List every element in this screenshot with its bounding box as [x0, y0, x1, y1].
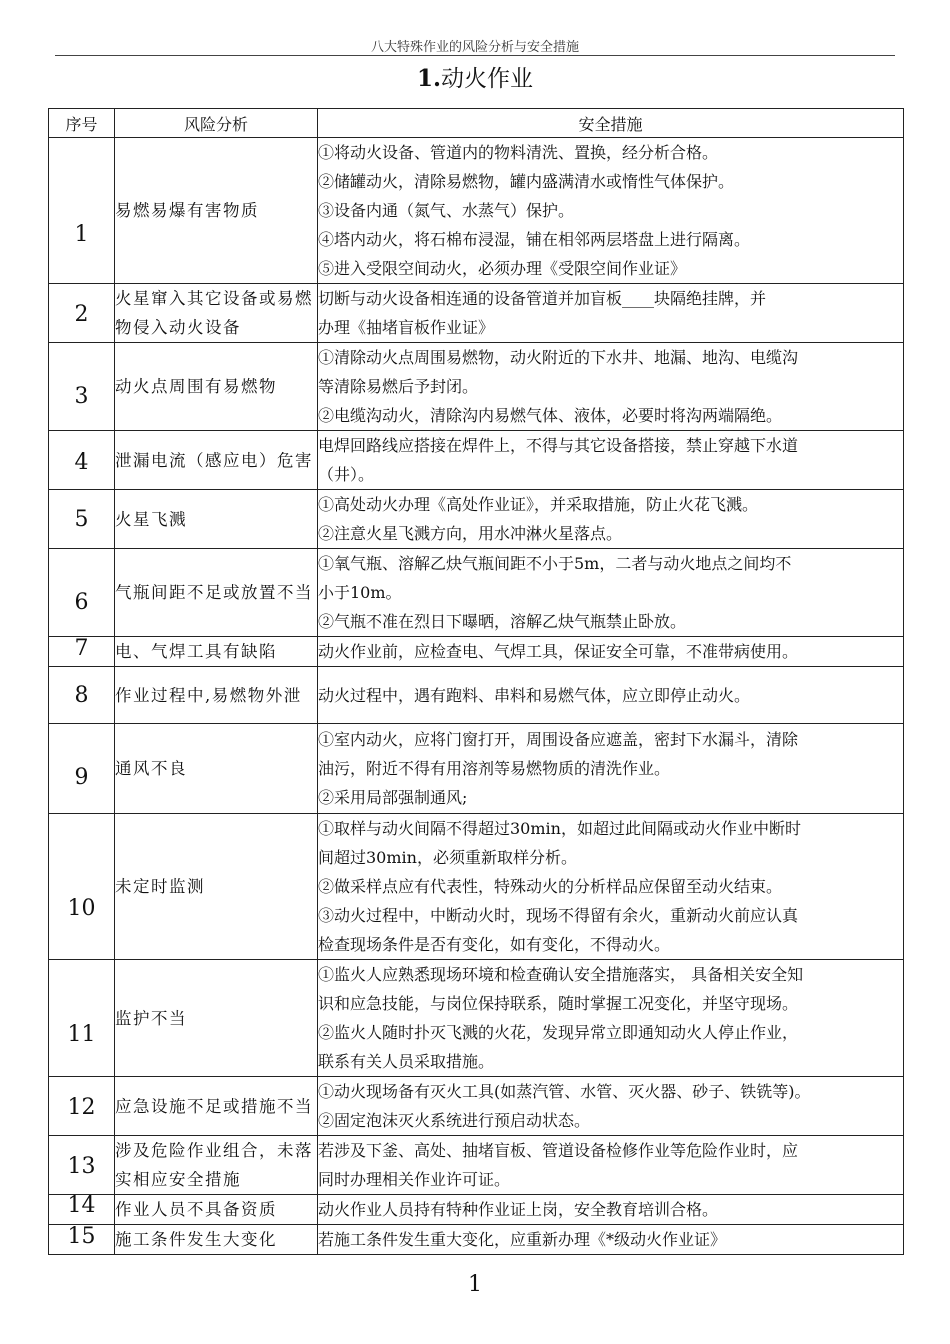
row-number [49, 431, 115, 490]
table-row [49, 431, 904, 490]
measure-line: 电焊回路线应搭接在焊件上，不得与其它设备搭接，禁止穿越下水道 [318, 436, 799, 455]
header-rule [55, 55, 895, 56]
row-number-text: 9 [74, 764, 89, 790]
measure-line: 切断与动火设备相连通的设备管道并加盲板____块隔绝挂牌，并 [318, 289, 767, 308]
row-number [49, 138, 115, 284]
measure-line: 间超过30min，必须重新取样分析。 [318, 848, 577, 867]
row-number-text: 12 [67, 1095, 96, 1120]
running-header: 八大特殊作业的风险分析与安全措施 [370, 40, 579, 55]
measure-line: 等清除易燃后予封闭。 [318, 377, 479, 396]
measure-line: ③设备内通（氮气、水蒸气）保护。 [318, 201, 575, 220]
measure-line: ②储罐动火，清除易燃物，罐内盛满清水或惰性气体保护。 [318, 172, 735, 191]
measure-line: 办理《抽堵盲板作业证》 [318, 318, 495, 337]
measure-line: 识和应急技能，与岗位保持联系，随时掌握工况变化，并坚守现场。 [318, 994, 799, 1013]
table-row [49, 960, 904, 1077]
col-header-number: 序号 [49, 109, 115, 138]
measures-cell [318, 490, 904, 549]
risk-cell: 通风不良 [115, 724, 318, 814]
risk-cell: 电、气焊工具有缺陷 [115, 637, 318, 667]
measures-cell [318, 724, 904, 814]
risk-cell: 作业过程中,易燃物外泄 [115, 667, 318, 724]
row-number [49, 1225, 115, 1255]
risk-cell: 易燃易爆有害物质 [115, 138, 318, 284]
measure-line: 动火作业前，应检查电、气焊工具，保证安全可靠，不准带病使用。 [318, 642, 799, 661]
title-number: 1. [416, 65, 441, 92]
risk-cell: 火星窜入其它设备或易燃物侵入动火设备 [115, 284, 318, 343]
measure-line: ②电缆沟动火，清除沟内易燃气体、液体，必要时将沟两端隔绝。 [318, 406, 783, 425]
measure-line: 检查现场条件是否有变化，如有变化，不得动火。 [318, 935, 671, 954]
row-number [49, 724, 115, 814]
row-number-text: 10 [67, 895, 96, 921]
col-header-risk: 风险分析 [115, 109, 318, 138]
row-number [49, 1195, 115, 1225]
risk-cell: 火星飞溅 [115, 490, 318, 549]
table-row [49, 667, 904, 724]
row-number-text: 7 [74, 636, 89, 661]
risk-cell: 作业人员不具备资质 [115, 1195, 318, 1225]
measure-line: ①氧气瓶、溶解乙炔气瓶间距不小于5m，二者与动火地点之间均不 [318, 554, 792, 573]
risk-cell: 监护不当 [115, 960, 318, 1077]
measures-cell [318, 637, 904, 667]
measure-line: ⑤进入受限空间动火，必须办理《受限空间作业证》 [318, 259, 687, 278]
measure-line: ②固定泡沫灭火系统进行预启动状态。 [318, 1111, 591, 1130]
table-row [49, 138, 904, 284]
row-number [49, 960, 115, 1077]
row-number-text: 5 [74, 507, 89, 532]
row-number [49, 637, 115, 667]
risk-cell: 动火点周围有易燃物 [115, 343, 318, 431]
measure-line: ①室内动火，应将门窗打开，周围设备应遮盖，密封下水漏斗，清除 [318, 730, 799, 749]
measure-line: 油污，附近不得有用溶剂等易燃物质的清洗作业。 [318, 759, 671, 778]
measure-line: ②气瓶不准在烈日下曝晒，溶解乙炔气瓶禁止卧放。 [318, 612, 687, 631]
measures-cell [318, 549, 904, 637]
measure-line: ①取样与动火间隔不得超过30min，如超过此间隔或动火作业中断时 [318, 819, 801, 838]
risk-cell: 涉及危险作业组合，未落实相应安全措施 [115, 1136, 318, 1195]
col-header-measures: 安全措施 [318, 109, 904, 138]
measures-cell [318, 1195, 904, 1225]
measure-line: ①动火现场备有灭火工具(如蒸汽管、水管、灭火器、砂子、铁铣等)。 [318, 1082, 811, 1101]
measures-cell [318, 814, 904, 960]
row-number-text: 3 [74, 383, 89, 409]
table-row [49, 724, 904, 814]
measures-cell [318, 343, 904, 431]
row-number-text: 8 [74, 683, 89, 708]
row-number [49, 667, 115, 724]
measure-line: ②采用局部强制通风; [318, 788, 468, 807]
risk-cell: 未定时监测 [115, 814, 318, 960]
measure-line: ①高处动火办理《高处作业证》，并采取措施，防止火花飞溅。 [318, 495, 759, 514]
risk-measures-table [48, 108, 904, 1255]
measures-cell [318, 431, 904, 490]
measure-line: 若涉及下釜、高处、抽堵盲板、管道设备检修作业等危险作业时，应 [318, 1141, 799, 1160]
table-row [49, 1136, 904, 1195]
risk-cell: 泄漏电流（感应电）危害 [115, 431, 318, 490]
measure-line: （井）。 [318, 465, 375, 484]
row-number-text: 4 [74, 450, 89, 475]
measures-cell [318, 667, 904, 724]
table-row [49, 1077, 904, 1136]
row-number [49, 1077, 115, 1136]
measure-line: ③动火过程中，中断动火时，现场不得留有余火，重新动火前应认真 [318, 906, 799, 925]
measure-line: ①监火人应熟悉现场环境和检查确认安全措施落实， 具备相关安全知 [318, 965, 804, 984]
risk-cell: 气瓶间距不足或放置不当 [115, 549, 318, 637]
risk-cell: 应急设施不足或措施不当 [115, 1077, 318, 1136]
measure-line: 同时办理相关作业许可证。 [318, 1170, 511, 1189]
row-number-text: 14 [67, 1193, 96, 1218]
row-number [49, 284, 115, 343]
row-number [49, 814, 115, 960]
measure-line: 小于10m。 [318, 583, 402, 602]
row-number-text: 2 [74, 302, 89, 327]
measure-line: ④塔内动火，将石棉布浸湿，铺在相邻两层塔盘上进行隔离。 [318, 230, 751, 249]
row-number-text: 13 [67, 1154, 96, 1179]
measure-line: ②注意火星飞溅方向，用水冲淋火星落点。 [318, 524, 623, 543]
table-row [49, 549, 904, 637]
measures-cell [318, 138, 904, 284]
table-row [49, 284, 904, 343]
title-text: 动火作业 [441, 66, 533, 92]
row-number [49, 549, 115, 637]
measure-line: ①清除动火点周围易燃物，动火附近的下水井、地漏、地沟、电缆沟 [318, 348, 799, 367]
measures-cell [318, 1225, 904, 1255]
measures-cell [318, 960, 904, 1077]
row-number [49, 343, 115, 431]
table-header-row [49, 109, 904, 138]
measures-cell [318, 1077, 904, 1136]
measure-line: ①将动火设备、管道内的物料清洗、置换，经分析合格。 [318, 143, 719, 162]
row-number-text: 11 [67, 1022, 96, 1047]
row-number [49, 490, 115, 549]
measure-line: 动火过程中，遇有跑料、串料和易燃气体，应立即停止动火。 [318, 685, 751, 705]
table-row [49, 343, 904, 431]
measures-cell [318, 1136, 904, 1195]
table-row [49, 814, 904, 960]
measure-line: 联系有关人员采取措施。 [318, 1052, 495, 1071]
table-row [49, 490, 904, 549]
measure-line: ②做采样点应有代表性，特殊动火的分析样品应保留至动火结束。 [318, 877, 783, 896]
table-row [49, 637, 904, 667]
row-number [49, 1136, 115, 1195]
row-number-text: 1 [74, 221, 89, 247]
row-number-text: 15 [67, 1223, 96, 1249]
page-title [0, 60, 950, 93]
row-number-text: 6 [74, 589, 89, 615]
page-number: 1 [468, 1272, 482, 1297]
table-row [49, 1225, 904, 1255]
table-row [49, 1195, 904, 1225]
measure-line: 若施工条件发生重大变化，应重新办理《*级动火作业证》 [318, 1230, 727, 1249]
measures-cell [318, 284, 904, 343]
measure-line: 动火作业人员持有特种作业证上岗，安全教育培训合格。 [318, 1200, 719, 1219]
risk-cell: 施工条件发生大变化 [115, 1225, 318, 1255]
measure-line: ②监火人随时扑灭飞溅的火花，发现异常立即通知动火人停止作业， [318, 1023, 799, 1042]
